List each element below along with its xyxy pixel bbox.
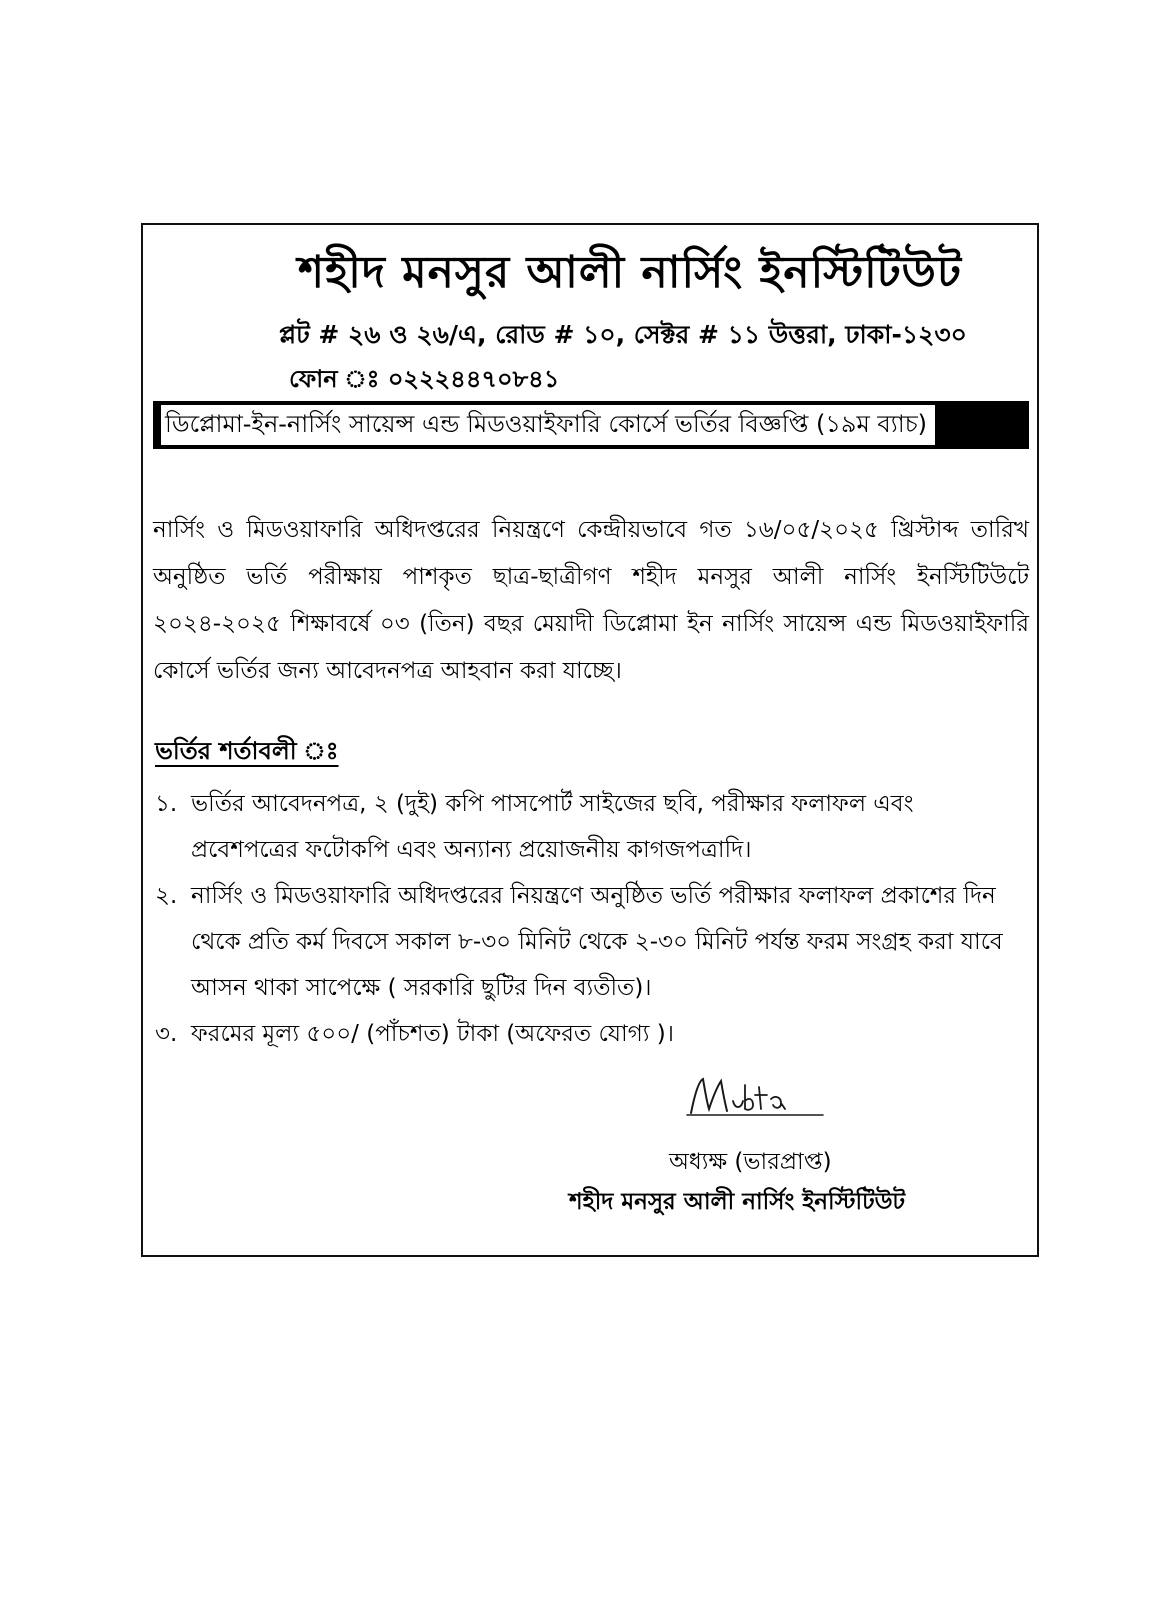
condition-number: ১. — [155, 791, 178, 817]
signatory-title: অধ্যক্ষ (ভারপ্রাপ্ত) — [669, 1149, 832, 1175]
notice-box — [141, 223, 1039, 1257]
institute-title: শহীদ মনসুর আলী নার্সিং ইনস্টিটিউট — [298, 247, 962, 298]
admission-banner — [153, 401, 1029, 449]
condition-item — [155, 873, 1025, 1011]
condition-number: ৩. — [155, 1021, 178, 1047]
admission-banner-text: ডিপ্লোমা-ইন-নার্সিং সায়েন্স এন্ড মিডওয়াইফারি কোর্সে ভর্তির বিজ্ঞপ্তি (১৯ম ব্যাচ) — [161, 405, 935, 445]
condition-number: ২. — [155, 883, 178, 909]
conditions-list — [155, 781, 1025, 1057]
condition-item — [155, 781, 1025, 873]
condition-text: ফরমের মূল্য ৫০০/ (পাঁচশত) টাকা (অফেরত যোগ্য )। — [191, 1021, 674, 1047]
institute-address: প্লট # ২৬ ও ২৬/এ, রোড # ১০, সেক্টর # ১১ উত্তরা, ঢাকা-১২৩০ — [279, 320, 967, 349]
condition-text: ভর্তির আবেদনপত্র, ২ (দুই) কপি পাসপোর্ট সাইজের ছবি, পরীক্ষার ফলাফল এবং প্রবেশপত্রের ফটোকপি এবং অন্যান্য প্রয়োজনীয় কাগজপত্রাদি। — [191, 791, 914, 863]
condition-item — [155, 1011, 1025, 1057]
principal-signature — [683, 1073, 833, 1123]
intro-paragraph: নার্সিং ও মিডওয়াফারি অধিদপ্তরের নিয়ন্ত্রণে কেন্দ্রীয়ভাবে গত ১৬/০৫/২০২৫ খ্রিস্টাব্দ তারিখ অনুষ্ঠিত ভর্তি পরীক্ষায় পাশকৃত ছাত্র-ছাত্রীগণ শহীদ মনসুর আলী নার্সিং ইনস্টিটিউটে ২০২৪-২০২৫ শিক্ষাবর্ষে ০৩ (তিন) বছর মেয়াদী ডিপ্লোমা ইন নার্সিং সায়েন্স এন্ড মিডওয়াইফারি কোর্সে ভর্তির জন্য আবেদনপত্র আহবান করা যাচ্ছে। — [153, 517, 1029, 684]
condition-text: নার্সিং ও মিডওয়াফারি অধিদপ্তরের নিয়ন্ত্রণে অনুষ্ঠিত ভর্তি পরীক্ষার ফলাফল প্রকাশের দিন থেকে প্রতি কর্ম দিবসে সকাল ৮-৩০ মিনিট থেকে ২-৩০ মিনিট পর্যন্ত ফরম সংগ্রহ করা যাবে আসন থাকা সাপেক্ষে ( সরকারি ছুটির দিন ব্যতীত)। — [191, 883, 1003, 1001]
signatory-institute: শহীদ মনসুর আলী নার্সিং ইনস্টিটিউট — [569, 1189, 906, 1215]
institute-phone: ফোন ঃ ০২২২৪৪৭০৮৪১ — [289, 365, 560, 393]
conditions-heading: ভর্তির শর্তাবলী ঃ — [155, 737, 339, 765]
